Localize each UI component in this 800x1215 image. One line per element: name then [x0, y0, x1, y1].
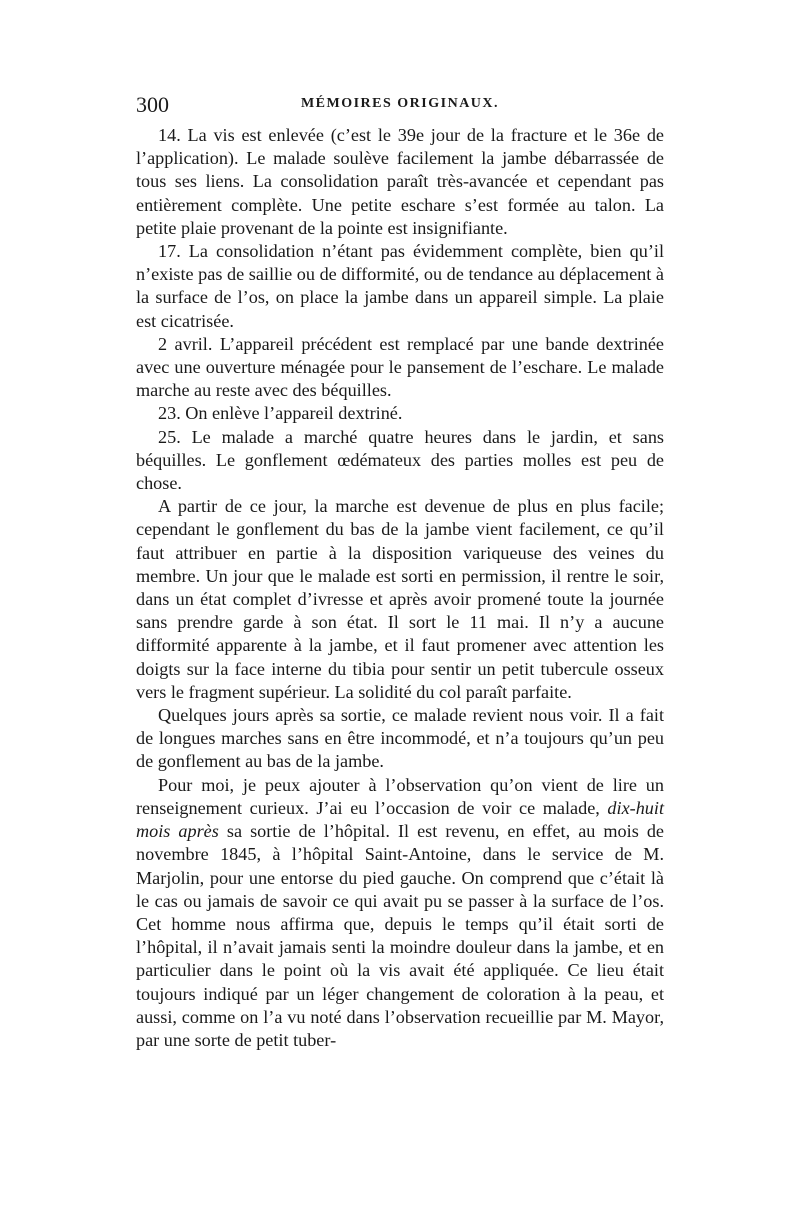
paragraph-april-2: 2 avril. L’appareil précédent est remplacé par une bande dextrinée avec une ouverture ménagée pour le pansement de l’eschare. Le malade marche au reste avec des béquilles.: [136, 333, 664, 401]
running-title: MÉMOIRES ORIGINAUX.: [300, 96, 500, 111]
paragraph-author-note: [136, 774, 664, 1052]
document-page: [136, 92, 664, 1052]
paragraph-day-14: 14. La vis est enlevée (c’est le 39e jour de la fracture et le 36e de l’application). Le malade soulève facilement la jambe débarrassée de tous ses liens. La consolidation paraît très-avancée et cependant pas entièrement complète. Une petite eschare s’est formée au talon. La petite plaie provenant de la pointe est insignifiante.: [136, 125, 664, 238]
author-note-end: sa sortie de l’hôpital. Il est revenu, en effet, au mois de novembre 1845, à l’hôpital Saint-Antoine, dans le service de M. Marjolin, pour une entorse du pied gauche. On comprend que c’était là le cas ou jamais de savoir ce qui avait pu se passer à la surface de l’os. Cet homme nous affirma que, depuis le temps qu’il était sorti de l’hôpital, il n’avait jamais senti la moindre douleur dans la jambe, et en particulier dans le point où la vis avait été appliquée. Ce lieu était toujours indiqué par un léger changement de coloration à la peau, et aussi, comme on l’a vu noté dans l’observation recueillie par M. Mayor, par une sorte de petit tuber-: [136, 821, 664, 1050]
paragraph-day-25: 25. Le malade a marché quatre heures dans le jardin, et sans béquilles. Le gonflement œdémateux des parties molles est peu de chose.: [136, 426, 664, 494]
paragraph-day-23: 23. On enlève l’appareil dextriné.: [158, 403, 403, 424]
author-note-italic: dix-huit mois après: [136, 797, 664, 842]
paragraph-return-visit: Quelques jours après sa sortie, ce malade revient nous voir. Il a fait de longues marches sans en être incommodé, et n’a toujours qu’un peu de gonflement au bas de la jambe.: [136, 705, 664, 772]
author-note-start: Pour moi, je peux ajouter à l’observation qu’on vient de lire un renseignement curieux. J’ai eu l’occasion de voir ce malade,: [136, 774, 664, 818]
body-text: [136, 124, 664, 1052]
paragraph-day-17: 17. La consolidation n’étant pas évidemment complète, bien qu’il n’existe pas de saillie ou de difformité, ou de tendance au déplacement à la surface de l’os, on place la jambe dans un appareil simple. La plaie est cicatrisée.: [136, 241, 664, 331]
paragraph-walking-progress: A partir de ce jour, la marche est devenue de plus en plus facile; cependant le gonflement du bas de la jambe vient facilement, ce qu’il faut attribuer en partie à la disposition variqueuse des veines du membre. Un jour que le malade est sorti en permission, il rentre le soir, dans un état complet d’ivresse et après avoir promené toute la journée sans prendre garde à son état. Il sort le 11 mai. Il n’y a aucune difformité apparente à la jambe, et il faut promener avec attention les doigts sur la face interne du tibia pour sentir un petit tubercule osseux vers le fragment supérieur. La solidité du col paraît parfaite.: [136, 496, 664, 702]
page-header: [136, 92, 664, 124]
page-number: 300: [136, 92, 169, 117]
